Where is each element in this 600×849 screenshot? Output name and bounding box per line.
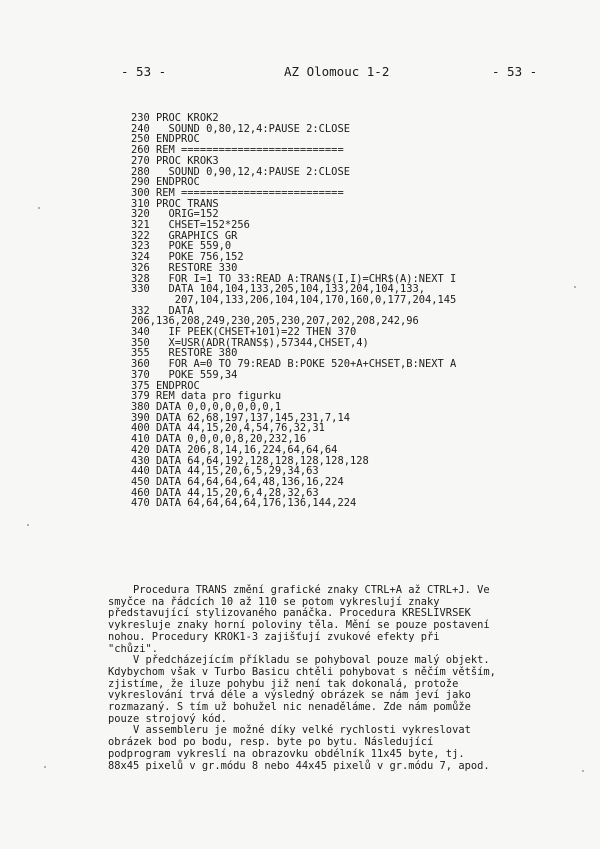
text-line: představující stylizovaného panáčka. Procedura KRESLIVRSEK [108, 607, 471, 620]
page-number-left: - 53 - [121, 64, 167, 79]
text-line: zjistíme, že iluze pohybu již není tak dokonalá, protože [108, 677, 459, 690]
code-line: 320 ORIG=152 [131, 208, 219, 221]
code-line: 250 ENDPROC [131, 133, 200, 146]
code-line: 450 DATA 64,64,64,64,48,136,16,224 [131, 475, 344, 488]
code-line: 430 DATA 64,64,192,128,128,128,128,128 [131, 454, 369, 467]
code-line: 240 SOUND 0,80,12,4:PAUSE 2:CLOSE [131, 122, 350, 135]
running-header-title: AZ Olomouc 1-2 [284, 64, 390, 79]
code-line: 326 RESTORE 330 [131, 261, 238, 274]
text-line: V assembleru je možné díky velké rychlosti vykreslovat [108, 724, 471, 737]
text-line: "chůzi". [108, 642, 159, 655]
code-line: 290 ENDPROC [131, 176, 200, 189]
text-line: smyčce na řádcích 10 až 110 se potom vykreslují znaky [108, 595, 440, 608]
scan-speck [44, 766, 46, 768]
text-line: vykresluje znaky horní poloviny těla. Mění se pouze postavení [108, 619, 490, 632]
code-line: 360 FOR A=0 TO 79:READ B:POKE 520+A+CHSET,B:NEXT A [131, 358, 457, 371]
code-line: 400 DATA 44,15,20,4,54,76,32,31 [131, 422, 325, 435]
code-line: 390 DATA 62,68,197,137,145,231,7,14 [131, 411, 350, 424]
code-line: 379 REM data pro figurku [131, 390, 282, 403]
code-line: 410 DATA 0,0,0,0,8,20,232,16 [131, 433, 307, 446]
code-line: 340 IF PEEK(CHSET+101)=22 THEN 370 [131, 326, 357, 339]
code-line: 230 PROC KROK2 [131, 112, 219, 124]
code-line: 380 DATA 0,0,0,0,0,0,0,1 [131, 400, 282, 413]
code-line: 370 POKE 559,34 [131, 368, 238, 381]
text-line: Kdybychom však v Turbo Basicu chtěli pohybovat s něčím větším, [108, 665, 496, 678]
scan-speck [574, 286, 576, 288]
text-line: nohou. Procedury KROK1-3 zajišťují zvukové efekty při [108, 630, 440, 643]
code-line: 355 RESTORE 380 [131, 347, 238, 360]
code-line: 300 REM ========================== [131, 186, 344, 199]
code-line: 330 DATA 104,104,133,205,104,133,204,104,133, [131, 283, 426, 296]
code-line: 440 DATA 44,15,20,6,5,29,34,63 [131, 465, 319, 478]
text-line: podprogram vykreslí na obrazovku obdélník 11x45 byte, tj. [108, 747, 465, 760]
text-line: Procedura TRANS změní grafické znaky CTRL+A až CTRL+J. Ve [108, 584, 490, 596]
code-line: 460 DATA 44,15,20,6,4,28,32,63 [131, 486, 319, 499]
code-line: 350 X=USR(ADR(TRANS$),57344,CHSET,4) [131, 336, 369, 349]
text-line: V předcházejícím příkladu se pohyboval pouze malý objekt. [108, 654, 490, 667]
code-line: 420 DATA 206,8,14,16,224,64,64,64 [131, 443, 338, 456]
code-line: 280 SOUND 0,90,12,4:PAUSE 2:CLOSE [131, 165, 350, 178]
page-number-right: - 53 - [492, 64, 538, 79]
code-line: 328 FOR I=1 TO 33:READ A:TRAN$(I,I)=CHR$(A):NEXT I [131, 272, 457, 285]
code-line: 470 DATA 64,64,64,64,176,136,144,224 [131, 497, 357, 510]
text-line: 88x45 pixelů v gr.módu 8 nebo 44x45 pixelů v gr.módu 7, apod. [108, 759, 490, 772]
scan-speck [38, 207, 40, 209]
scan-speck [582, 770, 584, 772]
text-line: pouze strojový kód. [108, 712, 227, 725]
text-line: rozmazaný. S tím už bohužel nic nenaděláme. Zde nám pomůže [108, 701, 471, 714]
code-line: 332 DATA [131, 304, 194, 317]
code-line: 270 PROC KROK3 [131, 154, 219, 167]
code-line: 310 PROC TRANS [131, 197, 219, 210]
code-line: 324 POKE 756,152 [131, 251, 244, 264]
code-line: 207,104,133,206,104,104,170,160,0,177,204,145 [131, 293, 457, 306]
basic-code-listing [131, 113, 456, 509]
code-line: 260 REM ========================== [131, 144, 344, 157]
text-line: obrázek bod po bodu, resp. byte po bytu. Následující [108, 736, 434, 749]
text-line: vykreslování trvá déle a výsledný obrázek se nám jeví jako [108, 689, 471, 702]
body-text [108, 585, 558, 772]
code-line: 321 CHSET=152*256 [131, 219, 250, 232]
scan-speck [27, 524, 29, 526]
code-line: 322 GRAPHICS GR [131, 229, 238, 242]
code-line: 323 POKE 559,0 [131, 240, 232, 253]
code-line: 375 ENDPROC [131, 379, 200, 392]
code-line: 206,136,208,249,230,205,230,207,202,208,242,96 [131, 315, 419, 328]
